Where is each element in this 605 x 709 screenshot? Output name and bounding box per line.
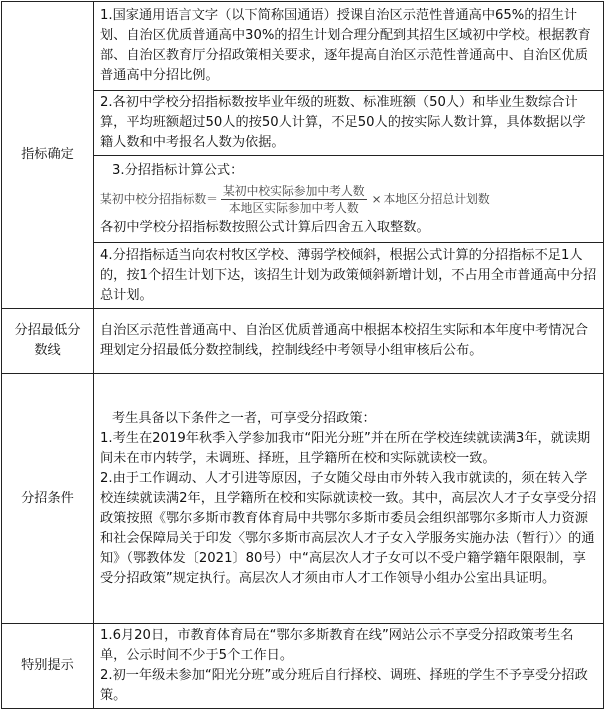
table-row	[2, 624, 604, 709]
quota-formula	[100, 183, 597, 216]
paragraph: 2.初一年级未参加“阳光分班”或分班后自行择校、调班、择班的学生不予享受分招政策。	[100, 668, 588, 703]
quota-item-2	[94, 91, 604, 156]
paragraph: 1.国家通用语言文字（以下简称国通语）授课自治区示范性普通高中65%的招生计划、自治区优质普通高中30%的招生计划合理分配到其招生区域初中学校。根据教育部、自治区教育厅分招政策相关要求，逐年提高自治区示范性普通高中、自治区优质普通高中分招比例。	[100, 8, 591, 83]
conditions-content	[94, 374, 604, 624]
paragraph: 1.6月20日，市教育体育局在“鄂尔多斯教育在线”网站公示不享受分招政策考生名单，公示时间不少于5个工作日。	[100, 628, 574, 663]
quota-item-3	[94, 156, 604, 243]
paragraph: 3.分招指标计算公式：	[112, 162, 244, 178]
formula-rhs: 本地区分招总计划数	[383, 192, 490, 206]
row-label-conditions: 分招条件	[2, 374, 94, 624]
paragraph: 各初中学校分招指标数按照公式计算后四舍五入取整数。	[100, 219, 430, 235]
formula-times: ×	[371, 192, 382, 206]
quota-item-1	[94, 2, 604, 91]
paragraph: 1.考生在2019年秋季入学参加我市“阳光分班”并在所在学校连续就读满3年，就读期间未在市内转学，未调班、择班，且学籍所在校和实际就读校一致。	[100, 430, 591, 466]
formula-numerator: 某初中校实际参加中考人数	[222, 183, 365, 198]
paragraph: 2.各初中学校分招指标数按毕业年级的班数、标准班额（50人）和毕业生数综合计算，平均班额超过50人的按50人计算，不足50人的按实际人数计算，具体数据以学籍人数和中考报名人数为依据。	[100, 95, 586, 150]
table-row	[2, 374, 604, 624]
paragraph: 自治区示范性普通高中、自治区优质普通高中根据本校招生实际和本年度中考情况合理划定分招最低分数控制线，控制线经中考领导小组审核后公布。	[100, 323, 588, 358]
quota-item-4	[94, 243, 604, 309]
formula-fraction	[221, 183, 367, 216]
policy-table	[1, 1, 604, 709]
formula-lhs: 某初中校分招指标数＝	[100, 192, 218, 206]
formula-denominator: 本地区实际参加中考人数	[228, 200, 359, 215]
row-label-min-score: 分招最低分数线	[2, 309, 94, 374]
min-score-content	[94, 309, 604, 374]
table-row	[2, 309, 604, 374]
special-notice-content	[94, 624, 604, 709]
table-row	[2, 2, 604, 91]
paragraph: 2.由于工作调动、人才引进等原因，子女随父母由市外转入我市就读的，须在转入学校连续就读满2年，且学籍所在校和实际就读校一致。其中，高层次人才子女享受分招政策按照《鄂尔多斯市教育体育局中共鄂尔多斯市委员会组织部鄂尔多斯市人力资源和社会保障局关于印发〈鄂尔多斯市高层次人才子女入学服务实施办法（暂行）〉的通知》（鄂教体发〔2021〕80号）中“高层次人才子女可以不受户籍学籍年限限制，享受分招政策”规定执行。高层次人才须由市人才工作领导小组办公室出具证明。	[100, 470, 597, 586]
paragraph: 考生具备以下条件之一者，可享受分招政策：	[112, 410, 376, 426]
row-label-quota: 指标确定	[2, 2, 94, 309]
row-label-special-notice: 特别提示	[2, 624, 94, 709]
paragraph: 4.分招指标适当向农村牧区学校、薄弱学校倾斜，根据公式计算的分招指标不足1人的，按1个招生计划下达，该招生计划为政策倾斜新增计划，不占用全市普通高中分招总计划。	[100, 247, 597, 303]
